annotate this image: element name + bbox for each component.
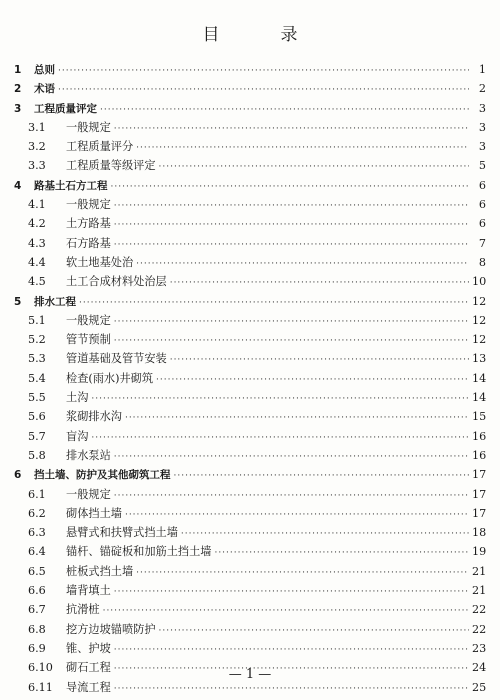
toc-section-entry [14, 253, 486, 272]
toc-entry-label: 石方路基 [66, 236, 111, 250]
toc-section-entry [14, 330, 486, 349]
toc-entry-page: 6 [478, 217, 486, 231]
toc-entry-label: 悬臂式和扶臂式挡土墙 [66, 526, 178, 540]
toc-entry-number: 3.1 [28, 120, 46, 134]
toc-chapter-entry [14, 292, 486, 311]
toc-entry-number: 6.7 [28, 603, 46, 617]
toc-entry-number: 4 [14, 179, 22, 192]
toc-entry-number: 5.6 [28, 410, 46, 424]
toc-section-entry [14, 272, 486, 291]
toc-entry-number: 6.10 [28, 661, 53, 675]
toc-section-entry [14, 523, 486, 542]
toc-entry-page: 24 [472, 661, 487, 675]
toc-entry-number: 6.6 [28, 584, 46, 598]
dot-leader [91, 429, 469, 448]
toc-entry-label: 挖方边坡锚喷防护 [66, 622, 156, 636]
toc-entry-label: 砌石工程 [66, 661, 111, 675]
toc-entry-page: 25 [472, 680, 487, 694]
dot-leader [114, 236, 469, 255]
toc-entry-page: 17 [472, 468, 487, 482]
dot-leader [181, 525, 469, 544]
toc-entry-label: 浆砌排水沟 [66, 410, 122, 424]
toc-section-entry [14, 214, 486, 233]
toc-section-entry [14, 311, 486, 330]
toc-section-entry [14, 485, 486, 504]
toc-entry-label: 锚杆、锚碇板和加筋土挡土墙 [66, 545, 212, 559]
toc-entry-number: 3 [14, 102, 22, 115]
dot-leader [114, 680, 469, 699]
toc-entry-page: 23 [472, 641, 487, 655]
toc-entry-page: 8 [478, 255, 486, 269]
toc-section-entry [14, 562, 486, 581]
toc-entry-number: 5.2 [28, 333, 46, 347]
toc-section-entry [14, 581, 486, 600]
toc-entry-page: 14 [472, 371, 487, 385]
dot-leader [170, 274, 469, 293]
toc-entry-page: 1 [478, 63, 486, 76]
toc-entry-number: 3.2 [28, 140, 46, 154]
dot-leader [111, 178, 470, 197]
toc-entry-label: 管道基础及管节安装 [66, 352, 167, 366]
dot-leader [114, 120, 469, 139]
toc-entry-label: 盲沟 [66, 429, 89, 443]
dot-leader [136, 139, 469, 158]
toc-entry-label: 排水工程 [34, 295, 76, 308]
toc-section-entry [14, 504, 486, 523]
page-number-footer: — 1 — [228, 667, 272, 682]
toc-entry-number: 6.9 [28, 641, 46, 655]
dot-leader [159, 622, 469, 641]
toc-entry-number: 6.2 [28, 506, 46, 520]
toc-entry-page: 6 [478, 178, 486, 192]
toc-entry-number: 6.1 [28, 487, 46, 501]
toc-entry-number: 3.3 [28, 159, 46, 173]
toc-entry-number: 1 [14, 64, 22, 76]
toc-entry-number: 5 [14, 295, 22, 308]
toc-entry-label: 一般规定 [66, 120, 111, 134]
toc-entry-label: 挡土墙、防护及其他砌筑工程 [34, 469, 171, 482]
toc-entry-label: 路基土石方工程 [34, 179, 108, 192]
dot-leader [159, 158, 469, 177]
dot-leader [114, 641, 469, 660]
toc-entry-label: 一般规定 [66, 487, 111, 501]
dot-leader [174, 467, 470, 486]
toc-entry-page: 22 [472, 622, 487, 636]
toc-entry-label: 土沟 [66, 391, 89, 405]
toc-entry-page: 5 [478, 159, 486, 173]
toc-section-entry [14, 407, 486, 426]
toc-section-entry [14, 234, 486, 253]
toc-entry-number: 5.5 [28, 391, 46, 405]
table-of-contents [14, 60, 486, 697]
toc-entry-page: 12 [472, 294, 487, 308]
toc-entry-page: 15 [472, 410, 487, 424]
toc-entry-label: 导流工程 [66, 680, 111, 694]
toc-entry-page: 7 [478, 236, 486, 250]
toc-section-entry [14, 639, 486, 658]
dot-leader [114, 332, 469, 351]
dot-leader [114, 197, 469, 216]
toc-entry-label: 管节预制 [66, 333, 111, 347]
toc-entry-number: 5.4 [28, 371, 46, 385]
toc-entry-page: 10 [472, 275, 487, 289]
toc-section-entry [14, 195, 486, 214]
toc-entry-number: 5.7 [28, 429, 46, 443]
toc-entry-number: 4.3 [28, 236, 46, 250]
toc-section-entry [14, 542, 486, 561]
toc-entry-label: 一般规定 [66, 313, 111, 327]
dot-leader [125, 409, 469, 428]
toc-entry-page: 16 [472, 429, 487, 443]
toc-entry-label: 砌体挡土墙 [66, 506, 122, 520]
toc-section-entry [14, 446, 486, 465]
dot-leader [100, 101, 469, 120]
toc-entry-label: 术语 [34, 83, 55, 96]
dot-leader [114, 448, 469, 467]
toc-entry-label: 工程质量评定 [34, 102, 97, 115]
toc-entry-label: 抗滑桩 [66, 603, 100, 617]
dot-leader [114, 487, 469, 506]
dot-leader [156, 371, 469, 390]
toc-entry-number: 4.2 [28, 217, 46, 231]
toc-entry-page: 12 [472, 313, 487, 327]
toc-entry-page: 21 [472, 564, 487, 578]
toc-section-entry [14, 369, 486, 388]
toc-entry-page: 3 [478, 140, 486, 154]
toc-entry-number: 6 [14, 469, 22, 482]
toc-section-entry [14, 620, 486, 639]
dot-leader [114, 216, 469, 235]
dot-leader [58, 62, 469, 81]
toc-entry-page: 2 [478, 82, 486, 96]
toc-entry-label: 桩板式挡土墙 [66, 564, 134, 578]
toc-entry-page: 13 [472, 352, 487, 366]
toc-entry-page: 3 [478, 120, 486, 134]
dot-leader [58, 81, 469, 100]
toc-entry-number: 6.8 [28, 622, 46, 636]
toc-entry-label: 总则 [34, 64, 55, 76]
toc-chapter-entry [14, 465, 486, 484]
toc-entry-label: 检查(雨水)井砌筑 [66, 371, 154, 385]
dot-leader [214, 544, 469, 563]
toc-entry-page: 12 [472, 333, 487, 347]
toc-entry-label: 锥、护坡 [66, 641, 111, 655]
toc-entry-label: 工程质量等级评定 [66, 159, 156, 173]
toc-entry-label: 软土地基处治 [66, 255, 134, 269]
toc-entry-label: 一般规定 [66, 198, 111, 212]
toc-entry-number: 2 [14, 83, 22, 96]
page-title: 目 录 [202, 25, 320, 45]
toc-entry-page: 17 [472, 506, 487, 520]
toc-entry-number: 6.11 [28, 680, 53, 694]
toc-section-entry [14, 118, 486, 137]
toc-section-entry [14, 349, 486, 368]
toc-entry-number: 5.3 [28, 352, 46, 366]
toc-chapter-entry [14, 79, 486, 98]
toc-section-entry [14, 600, 486, 619]
toc-section-entry [14, 156, 486, 175]
dot-leader [103, 602, 469, 621]
toc-section-entry [14, 137, 486, 156]
toc-entry-label: 排水泵站 [66, 448, 111, 462]
toc-entry-page: 21 [472, 584, 487, 598]
toc-chapter-entry [14, 99, 486, 118]
toc-entry-number: 6.3 [28, 526, 46, 540]
toc-entry-label: 土方路基 [66, 217, 111, 231]
toc-entry-label: 工程质量评分 [66, 140, 134, 154]
dot-leader [114, 583, 469, 602]
toc-entry-number: 4.1 [28, 198, 46, 212]
toc-entry-number: 4.4 [28, 255, 46, 269]
toc-entry-number: 6.4 [28, 545, 46, 559]
toc-section-entry [14, 388, 486, 407]
dot-leader [136, 255, 469, 274]
toc-entry-page: 16 [472, 448, 487, 462]
dot-leader [170, 351, 469, 370]
dot-leader [114, 313, 469, 332]
toc-section-entry [14, 427, 486, 446]
dot-leader [79, 294, 469, 313]
toc-entry-number: 5.8 [28, 448, 46, 462]
toc-chapter-entry [14, 60, 486, 79]
toc-entry-page: 19 [472, 545, 487, 559]
dot-leader [136, 564, 469, 583]
toc-entry-label: 墙背填土 [66, 584, 111, 598]
toc-entry-page: 14 [472, 391, 487, 405]
toc-entry-number: 6.5 [28, 564, 46, 578]
toc-entry-number: 4.5 [28, 275, 46, 289]
toc-entry-page: 3 [478, 101, 486, 115]
toc-entry-page: 18 [472, 526, 487, 540]
toc-entry-number: 5.1 [28, 313, 46, 327]
toc-entry-label: 土工合成材料处治层 [66, 275, 167, 289]
toc-entry-page: 6 [478, 198, 486, 212]
toc-entry-page: 22 [472, 603, 487, 617]
toc-entry-page: 17 [472, 487, 487, 501]
dot-leader [91, 390, 469, 409]
toc-chapter-entry [14, 176, 486, 195]
